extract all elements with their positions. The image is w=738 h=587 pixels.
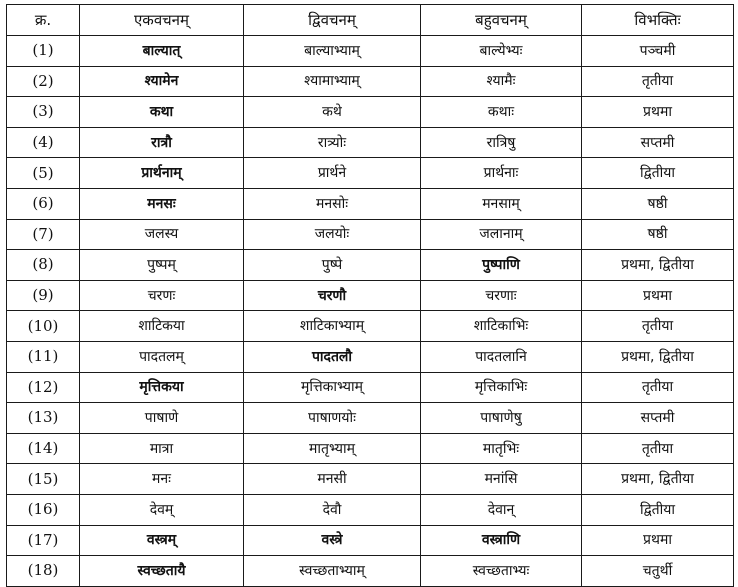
plural-cell: वस्त्राणि bbox=[421, 525, 582, 556]
declension-table-container bbox=[6, 4, 733, 587]
header-serial: क्र. bbox=[7, 5, 80, 36]
singular-cell: रात्रौ bbox=[80, 127, 244, 158]
serial-cell: (14) bbox=[7, 433, 80, 464]
serial-cell: (9) bbox=[7, 280, 80, 311]
plural-cell: बाल्येभ्यः bbox=[421, 36, 582, 67]
plural-cell: स्वच्छताभ्यः bbox=[421, 556, 582, 587]
dual-cell: पुष्पे bbox=[244, 250, 421, 281]
singular-cell: चरणः bbox=[80, 280, 244, 311]
serial-cell: (7) bbox=[7, 219, 80, 250]
plural-cell: चरणाः bbox=[421, 280, 582, 311]
singular-cell: स्वच्छतायै bbox=[80, 556, 244, 587]
singular-cell: पाषाणे bbox=[80, 403, 244, 434]
singular-cell: मनः bbox=[80, 464, 244, 495]
serial-cell: (3) bbox=[7, 97, 80, 128]
plural-cell: पाषाणेषु bbox=[421, 403, 582, 434]
singular-cell: जलस्य bbox=[80, 219, 244, 250]
serial-cell: (11) bbox=[7, 341, 80, 372]
plural-cell: पादतलानि bbox=[421, 341, 582, 372]
dual-cell: शाटिकाभ्याम् bbox=[244, 311, 421, 342]
plural-cell: मातृभिः bbox=[421, 433, 582, 464]
plural-cell: प्रार्थनाः bbox=[421, 158, 582, 189]
singular-cell: देवम् bbox=[80, 494, 244, 525]
case-cell: षष्ठी bbox=[582, 219, 734, 250]
plural-cell: जलानाम् bbox=[421, 219, 582, 250]
dual-cell: स्वच्छताभ्याम् bbox=[244, 556, 421, 587]
dual-cell: रात्र्योः bbox=[244, 127, 421, 158]
dual-cell: बाल्याभ्याम् bbox=[244, 36, 421, 67]
singular-cell: शाटिकया bbox=[80, 311, 244, 342]
case-cell: सप्तमी bbox=[582, 403, 734, 434]
table-row bbox=[7, 97, 734, 128]
case-cell: प्रथमा bbox=[582, 280, 734, 311]
singular-cell: पादतलम् bbox=[80, 341, 244, 372]
table-row bbox=[7, 280, 734, 311]
serial-cell: (12) bbox=[7, 372, 80, 403]
case-cell: प्रथमा bbox=[582, 97, 734, 128]
header-singular: एकवचनम् bbox=[80, 5, 244, 36]
table-row bbox=[7, 36, 734, 67]
dual-cell: मनसी bbox=[244, 464, 421, 495]
serial-cell: (10) bbox=[7, 311, 80, 342]
plural-cell: मनसाम् bbox=[421, 188, 582, 219]
table-row bbox=[7, 188, 734, 219]
serial-cell: (6) bbox=[7, 188, 80, 219]
case-cell: षष्ठी bbox=[582, 188, 734, 219]
case-cell: चतुर्थी bbox=[582, 556, 734, 587]
dual-cell: मृत्तिकाभ्याम् bbox=[244, 372, 421, 403]
case-cell: पञ्चमी bbox=[582, 36, 734, 67]
dual-cell: मातृभ्याम् bbox=[244, 433, 421, 464]
singular-cell: मृत्तिकया bbox=[80, 372, 244, 403]
singular-cell: मनसः bbox=[80, 188, 244, 219]
table-body bbox=[7, 36, 734, 587]
case-cell: सप्तमी bbox=[582, 127, 734, 158]
table-row bbox=[7, 250, 734, 281]
dual-cell: प्रार्थने bbox=[244, 158, 421, 189]
header-row bbox=[7, 5, 734, 36]
singular-cell: कथा bbox=[80, 97, 244, 128]
table-row bbox=[7, 464, 734, 495]
plural-cell: कथाः bbox=[421, 97, 582, 128]
case-cell: प्रथमा, द्वितीया bbox=[582, 464, 734, 495]
serial-cell: (5) bbox=[7, 158, 80, 189]
dual-cell: कथे bbox=[244, 97, 421, 128]
table-row bbox=[7, 219, 734, 250]
serial-cell: (17) bbox=[7, 525, 80, 556]
serial-cell: (4) bbox=[7, 127, 80, 158]
singular-cell: पुष्पम् bbox=[80, 250, 244, 281]
plural-cell: पुष्पाणि bbox=[421, 250, 582, 281]
dual-cell: वस्त्रे bbox=[244, 525, 421, 556]
case-cell: तृतीया bbox=[582, 372, 734, 403]
table-row bbox=[7, 433, 734, 464]
plural-cell: शाटिकाभिः bbox=[421, 311, 582, 342]
declension-table bbox=[6, 4, 734, 587]
table-row bbox=[7, 403, 734, 434]
case-cell: प्रथमा, द्वितीया bbox=[582, 341, 734, 372]
table-row bbox=[7, 556, 734, 587]
table-row bbox=[7, 372, 734, 403]
case-cell: प्रथमा bbox=[582, 525, 734, 556]
serial-cell: (2) bbox=[7, 66, 80, 97]
plural-cell: मनांसि bbox=[421, 464, 582, 495]
dual-cell: पादतलौ bbox=[244, 341, 421, 372]
table-row bbox=[7, 525, 734, 556]
serial-cell: (8) bbox=[7, 250, 80, 281]
serial-cell: (1) bbox=[7, 36, 80, 67]
serial-cell: (16) bbox=[7, 494, 80, 525]
dual-cell: मनसोः bbox=[244, 188, 421, 219]
dual-cell: जलयोः bbox=[244, 219, 421, 250]
table-row bbox=[7, 311, 734, 342]
case-cell: द्वितीया bbox=[582, 158, 734, 189]
plural-cell: देवान् bbox=[421, 494, 582, 525]
case-cell: द्वितीया bbox=[582, 494, 734, 525]
singular-cell: मात्रा bbox=[80, 433, 244, 464]
table-row bbox=[7, 127, 734, 158]
table-row bbox=[7, 494, 734, 525]
plural-cell: मृत्तिकाभिः bbox=[421, 372, 582, 403]
header-dual: द्विवचनम् bbox=[244, 5, 421, 36]
singular-cell: श्यामेन bbox=[80, 66, 244, 97]
dual-cell: पाषाणयोः bbox=[244, 403, 421, 434]
singular-cell: प्रार्थनाम् bbox=[80, 158, 244, 189]
serial-cell: (18) bbox=[7, 556, 80, 587]
plural-cell: श्यामैः bbox=[421, 66, 582, 97]
case-cell: तृतीया bbox=[582, 66, 734, 97]
table-row bbox=[7, 341, 734, 372]
case-cell: तृतीया bbox=[582, 311, 734, 342]
table-row bbox=[7, 158, 734, 189]
header-plural: बहुवचनम् bbox=[421, 5, 582, 36]
serial-cell: (15) bbox=[7, 464, 80, 495]
singular-cell: वस्त्रम् bbox=[80, 525, 244, 556]
header-case: विभक्तिः bbox=[582, 5, 734, 36]
plural-cell: रात्रिषु bbox=[421, 127, 582, 158]
dual-cell: श्यामाभ्याम् bbox=[244, 66, 421, 97]
dual-cell: देवौ bbox=[244, 494, 421, 525]
case-cell: प्रथमा, द्वितीया bbox=[582, 250, 734, 281]
singular-cell: बाल्यात् bbox=[80, 36, 244, 67]
dual-cell: चरणौ bbox=[244, 280, 421, 311]
case-cell: तृतीया bbox=[582, 433, 734, 464]
table-row bbox=[7, 66, 734, 97]
serial-cell: (13) bbox=[7, 403, 80, 434]
